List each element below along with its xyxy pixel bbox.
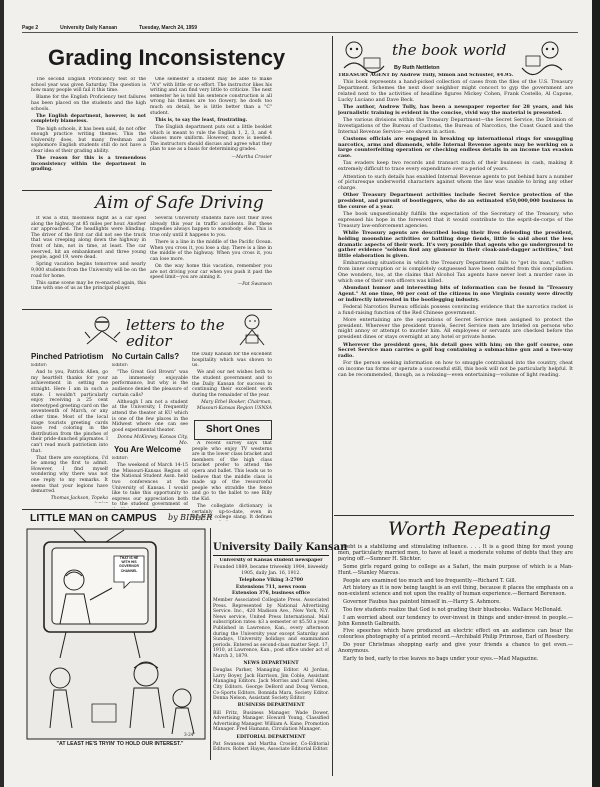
section-rule: [22, 509, 190, 510]
grading-paragraph: Blame for the English Proficiency test failures has been placed on the students and the high schools.: [31, 95, 146, 112]
letter-salutation: Editor:: [31, 363, 48, 368]
grading-paragraph: This is, to say the least, frustrating.: [155, 117, 248, 123]
grading-paragraph: One semester a student may be able to make "A's" with little or no effort. The instructor likes his writing and can find very little to criticize. The next semester he is told his sentence construction is all wrong his themes are too flowery, he doofs too much on detail, he is little better than a "C" student.: [150, 77, 272, 116]
bookworm-left-icon: [340, 38, 386, 78]
grading-paragraph: The high schools, it has been said, do not offer enough practice writing themes. This the University does, but many freshman and sophomore English students still do not have a clear idea of their grading ability.: [31, 126, 146, 154]
book-review-paragraph: Embarrassing situations in which the Treasury Department fails to "get its man," suffers from inner corruption or is completely outguessed have been omitted from this compilation. One wonders, too, at the claims that Alcohol Tax agents have never lost a murder case in which one of their own officers was killed.: [338, 260, 573, 284]
short-ones-title: Short Ones: [206, 424, 260, 435]
grading-paragraph: The reason for this is a tremendous inconsistency within the department in grading.: [31, 156, 146, 173]
masthead-details: [213, 558, 329, 754]
masthead-title: University Daily Kansan: [213, 542, 348, 553]
short-ones-paragraph: A recent survey says that people who enjoy TV westerns are in the lower class bracket and members of the high class bracket prefer to attend the opera and ballet. This leads us to believe that the middle class is made up of the resourceful people who straddle the fence and go to the ballet to see Billy the Kid.: [192, 441, 272, 502]
safe-driving-col-1: [31, 216, 146, 298]
masthead-news-staff: Douglas Parker, Managing Editor. Al Jordan, Larry Boyer, Jack Harrison, Jim Coble, Assistant Managing Editors. Jack Morriss and Carol Allen, City Editors. George DeBord and Doug Vernon, Co-Sports Editors. Bonnida Mara, Society Editor. Donna Nelson, Assistant Society Editor.: [213, 668, 329, 702]
patriotism-letter: [31, 363, 108, 503]
safe-driving-paragraph: It was a still, moonless night as a car sped along the highway at 85 miles per hour. Another car approached. The headlights were blinding. The driver of the first car did not see the truck that was creeping along down the highway in front of him, not in time, at least. The car swerved, hit an embankment and three young people, aged 19, were dead.: [31, 216, 146, 261]
short-ones-paragraph: The collegiate dictionary is certainly up-to-date, even in usage of college slang. It defines: [192, 504, 272, 521]
quote: Do your Christmas shopping early and give your friends a chance to get even.—Anonymous.: [338, 642, 573, 655]
curtain-letter: [112, 363, 188, 444]
masthead-business-title: BUSINESS DEPARTMENT: [237, 703, 305, 709]
letter-signature: Thomas Jackson, Topeka: [50, 496, 108, 502]
book-review-paragraph: Customs officials are engaged in breaking up international rings for smuggling narcotics, arms and diamonds, while Internal Revenue agents may be working on a large counterfeiting operation or checking endless details in an income tax evasion case.: [338, 135, 573, 160]
masthead-line: Extensions 711, news room: [235, 585, 307, 591]
safe-driving-title: Aim of Safe Driving: [95, 193, 264, 213]
quote: I am worried about our tendency to over-invest in things and under-invest in people.—John Kenneth Galbraith.: [338, 614, 573, 627]
book-world-byline: By Ruth Nettleton: [394, 65, 440, 71]
cartoon-date: 3-24: [184, 732, 194, 737]
book-review: [338, 73, 573, 513]
quote: Art history as it is now being taught is an evil thing, because it places the emphasis on a non-existent science and not upon the reality of human experience.—Bernard Berenson.: [338, 585, 573, 598]
book-world-banner: the book world: [392, 41, 507, 59]
masthead-business-staff: Bill Fritz, Business Manager. Wade Dower, Advertising Manager. Howard Young, Classified Advertising Manager. William A. Kane, Promotion Manager. Fred Hamann, Circulation Manager.: [213, 710, 329, 733]
letter-paragraph: "The Great God Brown" was an immensely enjoyable performance, but why is the audience denied the pleasure of curtain calls?: [112, 370, 188, 398]
cartoon-artist: by BIBLER: [168, 513, 213, 522]
book-review-paragraph: Abundant humor and interesting bits of information can be found in "Treasury Agent." At one time, 90 per cent of the citizens in one Virginia county were directly or indirectly interested in the bootlegging industry.: [338, 285, 573, 303]
welcome-letter-continued: [192, 352, 272, 412]
cartoon-caption: "AT LEAST HE'S TRYIN' TO HOLD OUR INTEREST.": [56, 741, 184, 747]
book-review-paragraph: This book represents a hand-picked collection of cases from the files of the U.S. Treasury Department. Schemes the next door neighbor might concoct to gyp the government are related next to the activities of headline figures Mickey Cohen, Frank Costello, Al Capone, Lucky Luciano and Dave Beck.: [338, 79, 573, 103]
book-review-paragraph: More entertaining are the operations of Secret Service men assigned to protect the president. Wherever the president travels, Secret Service men are briefed on persons who might annoy or attempt to murder him. All employees or servants are checked before the president dines or stays overnight at any hotel or private home.: [338, 316, 573, 341]
letters-character-left-icon: [82, 314, 122, 348]
grading-col-1: [31, 77, 146, 187]
book-review-paragraph: The book unquestionably fulfills the expectation of the Secretary of the Treasury, who expressed his hope in the foreword that it would contribute to the esprit-de-corps of the Treasury law-enforcement agencies.: [338, 211, 573, 229]
cartoon-title: LITTLE MAN on CAMPUS: [30, 512, 157, 524]
book-review-paragraph: The author, Andrew Tully, has been a newspaper reporter for 28 years, and his journalistic training is evident in the concise, vivid way the material is presented.: [338, 103, 573, 116]
safe-driving-signature: —Pat Swanson: [237, 282, 272, 288]
page-number: Page 2: [22, 25, 39, 31]
book-review-paragraph: Tax evaders keep two records and transact much of their business in cash, making it extremely difficult to trace every expenditure over a period of years.: [338, 160, 573, 173]
scan-right-edge: [592, 0, 600, 787]
book-review-paragraph: The various divisions within the Treasury Department—the Secret Service, the Division of Investigations of the Bureau of Customs, the Bureau of Narcotics, the Coast Guard and the Internal Revenue Service—are shown in action.: [338, 117, 573, 135]
grading-title: Grading Inconsistency: [48, 45, 286, 70]
masthead-line: Telephone Viking 3-2700: [238, 577, 304, 583]
letter-paragraph: And to you, Patrick Allen, go my heartfelt thanks for your achievement in setting me straight. Here I am in such a state. I wouldn't particularly enjoy receiving a 25 cent stereotyped greeting card on the seventeenth of March, or any other time. Most of the local stage tourists greeting cards have red coloring in the distribution from the pinches of their pride-dunched playmates. I can't read much patriotism into that.: [31, 370, 108, 454]
letter-paragraph: Although I am not a student at the University, I frequently attend the theater at KU which is one of the few places in the Midwest where one can see good experimental theater.: [112, 399, 188, 433]
masthead-editorial-staff: Pat Swanson and Martha Crosier, Co-Editorial Editors. Robert Hayes, Associate Editorial Editor.: [213, 741, 329, 753]
masthead-line: University of Kansas student newspaper: [219, 558, 323, 563]
bookworm-right-icon: [520, 38, 566, 78]
quote: Too few students realize that God is not grading their bluebooks. Wallace McDonald.: [343, 606, 563, 613]
scan-left-edge: [0, 0, 4, 787]
book-review-paragraph: Federal Narcotics Bureau officials possess convincing evidence that the narcotics racket is a fund-raising function of the Red Chinese government.: [338, 303, 573, 316]
welcome-title: You Are Welcome: [114, 445, 181, 454]
short-ones-body: [192, 441, 272, 521]
grading-paragraph: The English department puts out a little booklet which is meant to rule the English 1, 2, 3, and 4 classes more uniform. However, more is needed. The instructors should discuss and agree what they plan to use as a basis for determining grades.: [150, 124, 272, 153]
letter-paragraph: the Daily Kansan for the excellent hospitality which was shown to us.: [192, 352, 272, 369]
quote: People are examined too much and too frequently.—Richard T. Gill.: [343, 577, 517, 584]
safe-driving-paragraph: This same scene may be re-enacted again, this time with one of us as the principal player.: [31, 280, 146, 292]
grading-signature: —Martha Crosier: [231, 154, 272, 160]
letter-signature: Mary Ethel Booker, Chairman, Missouri-Kansas Region USNSA: [196, 399, 272, 411]
cartoon-speech-bubble: THAT IS HE WITH HIS GOVERNOR CHANNEL: [119, 556, 139, 573]
masthead-line: Extension 376, business office: [232, 590, 310, 596]
letters-banner: letters to the editor: [126, 316, 225, 350]
grading-paragraph: The second English Proficiency test of the school year was given Saturday. The question is how many people will fail it this time.: [31, 77, 146, 94]
letter-paragraph: The weekend of March 14-15 the Missouri-Kansas Region of the National Student Assn. held two conferences at the University of Kansas. I would like to take this opportunity to express our appreciation both to the student government of: [112, 463, 188, 508]
safe-driving-paragraph: On the way home this vacation, remember you are not driving your car when you push it past the speed limit—you are aiming it.: [150, 263, 272, 281]
safe-driving-paragraph: Several University students have lost their lives already this year in traffic accidents. But these tragedies always happen to somebody else. This is true only until it happens to you.: [150, 216, 272, 238]
worth-repeating-title: Worth Repeating: [388, 518, 552, 540]
quote: Debt is a stabilizing and stimulating influence. . . . It is a good thing for most young men, particularly married men, to have at least a moderate volume of debts that they are paying off.—Sumner H. Slichter.: [338, 544, 573, 563]
masthead-line: Founded 1889, became triweekly 1904, biweekly 1905, daily Jan. 16, 1912.: [213, 565, 329, 576]
book-review-lead: TREASURY AGENT by Andrew Tully, Simon and Schuster, $4.95.: [338, 73, 514, 78]
safe-driving-paragraph: There is a line in the middle of the Pacific Ocean. When you cross it, you lose a day. There is a line in the middle of the highway. When you cross it, you can lose more.: [150, 239, 272, 262]
worth-repeating-quotes: [338, 544, 573, 776]
curtain-title: No Curtain Calls?: [112, 352, 180, 361]
safe-driving-paragraph: Spring vacation begins tomorrow and nearly 9,000 students from the University will be on the road for home.: [31, 262, 146, 279]
letter-salutation: Editor:: [112, 456, 129, 461]
letter-signature: Donna McKinney, Kansas City, Mo.: [117, 434, 188, 444]
book-review-paragraph: Other Treasury Department activities include Secret Service protection of the president, and pursuit of bootleggers, who do an estimated $50,000,000 business in the course of a year.: [338, 192, 573, 210]
letter-paragraph: We and our net wishes both to the student government and to the Daily Kansan for success in continuing their excellent work during the remainder of the year.: [192, 370, 272, 398]
book-review-paragraph: While Treasury agents are described losing their lives defending the president, holding moonshine activities or battling dope fiends, little is said about the less dramatic aspects of their work. It's very possible that agents who go underground to gather evidence "seldom find any glamour in their cloak-and-dagger activities," but little elaboration is given.: [338, 230, 573, 260]
grading-paragraph: The English department, however, is not completely blameless.: [31, 113, 146, 125]
quote: Some girls regard going to college as a Safari, the main purpose of which is a Man-Hunt.—Stanley Marcus.: [338, 563, 573, 576]
letters-character-right-icon: [234, 313, 270, 349]
quote: Five speeches which have produced an electric effect on an audience can bear the colourless photography of a printed record.—Archibald Philip Primrose, Earl of Rosebery.: [338, 628, 573, 641]
letter-salutation: Editor:: [112, 363, 129, 368]
patriotism-title: Pinched Patriotism: [31, 352, 104, 361]
safe-driving-col-2: [150, 216, 272, 306]
short-ones-title-box: [194, 420, 272, 440]
page-header: [22, 25, 578, 33]
masthead: [213, 541, 348, 754]
grading-col-2: [150, 77, 272, 187]
quote: Governor Faubus has painted himself in.—Harry S. Ashmore.: [343, 599, 501, 606]
section-rule: [22, 190, 272, 191]
letter-paragraph: That there are exceptions, I'd be among the first to admit. However, I find myself wondering why there was not one reply to my remarks. It seems that your legions have demurred.: [31, 455, 108, 495]
masthead-editorial-title: EDITORIAL DEPARTMENT: [236, 734, 306, 740]
issue-date: Tuesday, March 24, 1959: [139, 25, 197, 31]
book-review-paragraph: For the person seeking information on how to smuggle contraband into the country, cheat on income tax forms or operate a successful still, this book will not be particularly helpful. It can be recommended, though, as a relaxing—even entertaining—volume of light reading.: [338, 360, 573, 378]
section-rule: [22, 309, 272, 310]
welcome-letter: [112, 456, 188, 508]
book-review-paragraph: Attention to such details has enabled Internal Revenue agents to put behind bars a number of picturesque underworld characters against whom the law was unable to bring any other charge.: [338, 173, 573, 192]
masthead-line: Member Associated Collegiate Press. Associated Press. Represented by National Advertising Service. Inc., 420 Madison Ave., New York, N.Y. News service, United Press International. Mail subscription rates: $3 a semester or $5.50 a year. Published in Lawrence, Kan., every afternoon during the University year except Saturday and Sundays, University holidays and examination periods. Entered as second-class matter Sept. 17, 1910, at Lawrence, Kan., post office under act of March 3, 1879.: [213, 597, 329, 659]
quote: Early to bed, early to rise leaves no bags under your eyes.—Mad Magazine.: [343, 655, 539, 662]
column-rule: [210, 528, 211, 760]
column-rule: [332, 36, 333, 776]
book-review-paragraph: Wherever the president goes, his detail goes with him; on the golf course, one Secret Service man carries a golf bag containing a submachine gun and a two-way radio.: [338, 341, 573, 360]
paper-name: University Daily Kansan: [60, 25, 118, 31]
section-rule: [334, 515, 574, 516]
masthead-news-title: NEWS DEPARTMENT: [243, 661, 299, 667]
